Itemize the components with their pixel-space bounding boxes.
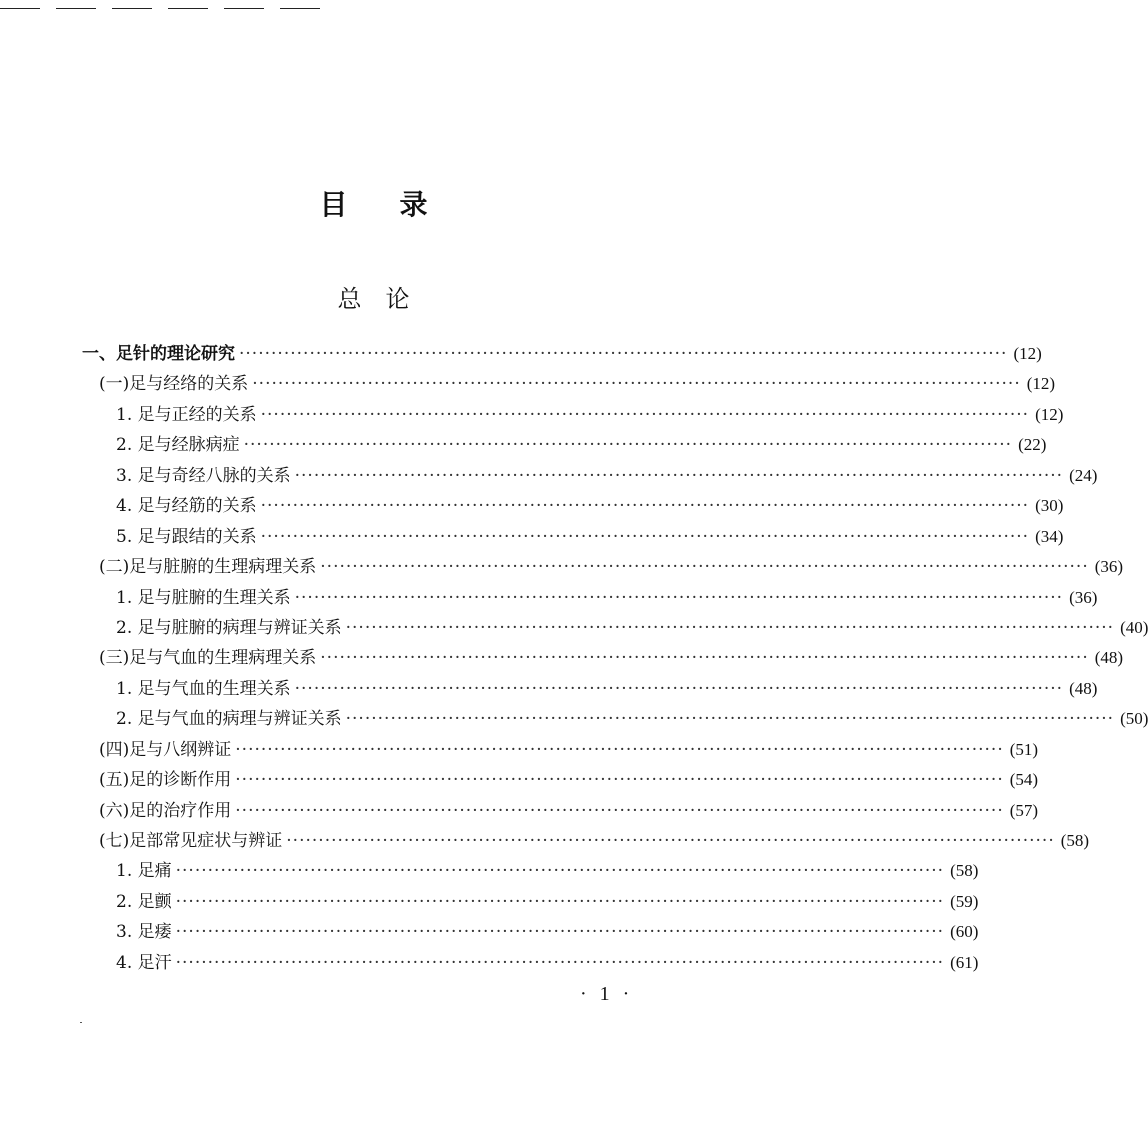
toc-entry[interactable] bbox=[82, 887, 979, 917]
toc-entry-label: 4. 足汗 bbox=[116, 952, 172, 973]
toc-leader-dots: ························································································································ bbox=[294, 678, 1064, 699]
toc-entry-label: 4. 足与经筋的关系 bbox=[116, 496, 257, 517]
toc-entry-page: (30) bbox=[1035, 496, 1064, 516]
toc-leader-dots: ························································································································ bbox=[320, 648, 1089, 669]
toc-entry-label: 2. 足与气血的病理与辨证关系 bbox=[116, 709, 342, 730]
toc-entry[interactable] bbox=[82, 643, 1124, 673]
toc-entry-page: (57) bbox=[1009, 800, 1039, 820]
toc-leader-dots: ························································································································ bbox=[235, 800, 1004, 821]
toc-entry-page: (48) bbox=[1069, 678, 1098, 698]
page-title bbox=[0, 183, 747, 223]
toc-entry[interactable] bbox=[82, 491, 1064, 521]
toc-entry-page: (59) bbox=[950, 891, 979, 911]
toc-entry-page: (54) bbox=[1009, 770, 1039, 790]
section-title bbox=[0, 279, 747, 314]
toc-leader-dots: ························································································································ bbox=[260, 404, 1030, 425]
toc-entry-page: (34) bbox=[1035, 526, 1064, 546]
toc-entry-label: 3. 足与奇经八脉的关系 bbox=[116, 465, 291, 486]
toc-entry[interactable] bbox=[82, 826, 1090, 856]
toc-leader-dots: ························································································································ bbox=[175, 952, 945, 973]
toc-entry-page: (24) bbox=[1069, 465, 1098, 485]
section-title-char-1: 总 bbox=[337, 285, 362, 313]
toc-entry[interactable] bbox=[82, 583, 1098, 613]
toc-leader-dots: ························································································································ bbox=[294, 465, 1064, 486]
toc-leader-dots: ························································································································ bbox=[252, 374, 1021, 395]
toc-entry-label: 2. 足颤 bbox=[116, 891, 172, 912]
toc-leader-dots: ························································································································ bbox=[175, 861, 945, 882]
toc-entry-page: (51) bbox=[1009, 739, 1039, 759]
page-title-char-2: 录 bbox=[399, 188, 428, 221]
toc-entry-label: (四)足与八纲辨证 bbox=[99, 739, 232, 760]
toc-entry-page: (60) bbox=[950, 922, 979, 942]
toc-entry-label: (六)足的治疗作用 bbox=[99, 800, 232, 821]
toc-entry-page: (61) bbox=[950, 952, 979, 972]
toc-entry-label: 2. 足与脏腑的病理与辨证关系 bbox=[116, 617, 342, 638]
toc-leader-dots: ························································································································ bbox=[294, 587, 1064, 608]
scan-speck bbox=[80, 1022, 82, 1023]
toc-entry[interactable] bbox=[82, 796, 1039, 826]
toc-entry-page: (12) bbox=[1035, 404, 1064, 424]
toc-entry-label: (七)足部常见症状与辨证 bbox=[99, 831, 283, 851]
toc-entry-label: (二)足与脏腑的生理病理关系 bbox=[99, 557, 317, 578]
toc-entry[interactable] bbox=[82, 552, 1124, 582]
toc-leader-dots: ························································································································ bbox=[235, 770, 1004, 791]
toc-entry[interactable] bbox=[82, 613, 1148, 643]
toc-entry-label: 5. 足与跟结的关系 bbox=[116, 526, 257, 547]
toc-entry-label: 3. 足痿 bbox=[116, 922, 172, 943]
toc-leader-dots: ························································································································ bbox=[239, 344, 1008, 364]
page-number: · 1 · bbox=[580, 983, 634, 1005]
toc-entry-label: 1. 足与气血的生理关系 bbox=[116, 678, 291, 699]
toc-entry[interactable] bbox=[82, 856, 979, 886]
toc-leader-dots: ························································································································ bbox=[260, 496, 1030, 517]
toc-leader-dots: ························································································································ bbox=[260, 526, 1030, 547]
toc-entry-label: (一)足与经络的关系 bbox=[99, 374, 249, 395]
toc-leader-dots: ························································································································ bbox=[243, 435, 1013, 456]
toc-entry[interactable] bbox=[82, 704, 1148, 734]
toc-entry[interactable] bbox=[82, 461, 1098, 491]
toc-entry-label: 1. 足与正经的关系 bbox=[116, 404, 257, 425]
toc-leader-dots: ························································································································ bbox=[235, 739, 1004, 760]
toc-entry-page: (36) bbox=[1069, 587, 1098, 607]
toc-entry-label: 一、足针的理论研究 bbox=[82, 344, 235, 364]
toc-entry-page: (58) bbox=[1060, 831, 1090, 850]
toc-entry-label: (三)足与气血的生理病理关系 bbox=[99, 648, 317, 669]
toc-entry-page: (58) bbox=[950, 861, 979, 881]
toc-leader-dots: ························································································································ bbox=[345, 617, 1115, 638]
toc-entry[interactable] bbox=[82, 674, 1098, 704]
toc-leader-dots: ························································································································ bbox=[175, 922, 945, 943]
toc-entry[interactable] bbox=[82, 917, 979, 947]
toc-entry-label: (五)足的诊断作用 bbox=[99, 770, 232, 791]
toc-leader-dots: ························································································································ bbox=[286, 831, 1055, 851]
toc-entry-page: (40) bbox=[1120, 617, 1148, 637]
section-title-char-2: 论 bbox=[385, 285, 410, 313]
toc-entry-label: 1. 足与脏腑的生理关系 bbox=[116, 587, 291, 608]
toc-leader-dots: ························································································································ bbox=[320, 557, 1089, 578]
toc-entry[interactable] bbox=[82, 948, 979, 978]
toc-entry[interactable] bbox=[82, 765, 1039, 795]
toc-entry-page: (22) bbox=[1018, 435, 1047, 455]
toc-entry[interactable] bbox=[82, 339, 1042, 369]
toc-entry[interactable] bbox=[82, 522, 1064, 552]
toc-entry-page: (50) bbox=[1120, 709, 1148, 729]
toc-entry-label: 2. 足与经脉病症 bbox=[116, 435, 240, 456]
toc-entry-page: (36) bbox=[1094, 557, 1124, 577]
toc-leader-dots: ························································································································ bbox=[345, 709, 1115, 730]
toc-entry-page: (12) bbox=[1013, 344, 1042, 363]
page-title-char-1: 目 bbox=[319, 188, 348, 221]
toc-entry[interactable] bbox=[82, 735, 1039, 765]
table-of-contents bbox=[82, 339, 1148, 978]
toc-entry[interactable] bbox=[82, 400, 1064, 430]
toc-entry-page: (12) bbox=[1026, 374, 1056, 394]
toc-entry-page: (48) bbox=[1094, 648, 1124, 668]
toc-leader-dots: ························································································································ bbox=[175, 891, 945, 912]
toc-entry-label: 1. 足痛 bbox=[116, 861, 172, 882]
toc-entry[interactable] bbox=[82, 369, 1056, 399]
top-dashed-rule bbox=[0, 0, 360, 12]
toc-entry[interactable] bbox=[82, 430, 1047, 460]
